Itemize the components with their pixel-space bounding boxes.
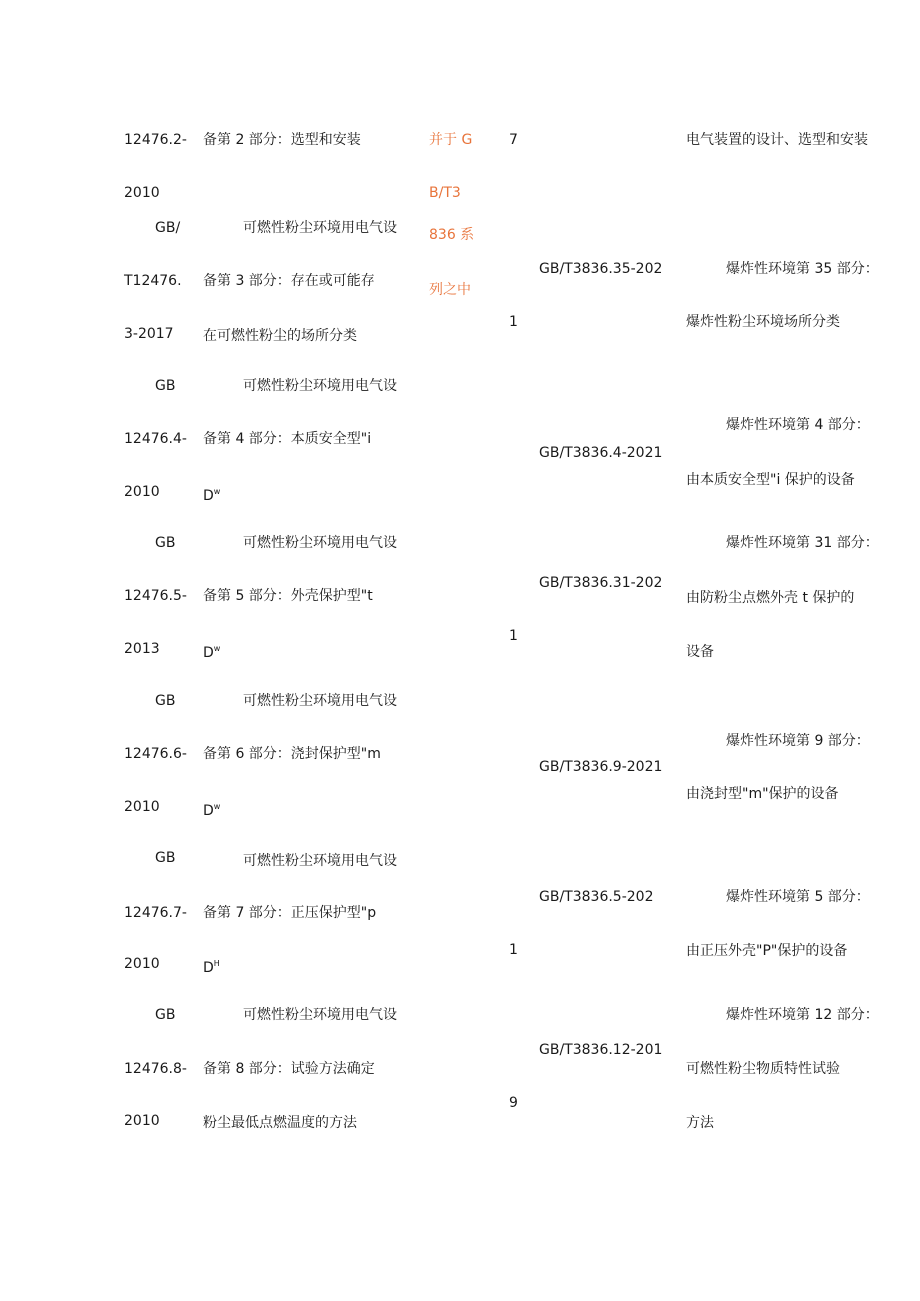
new-std-title: 爆炸性粉尘环境场所分类 (686, 314, 840, 330)
new-std-title: 爆炸性环境第 9 部分： (726, 733, 870, 749)
new-std-number: GB/T3836.12-201 (539, 1042, 663, 1058)
std-number-line: GB (155, 850, 176, 866)
std-title-line: 可燃性粉尘环境用电气设 (243, 220, 397, 236)
new-std-title: 由浇封型"m"保护的设备 (686, 786, 839, 802)
new-std-title: 方法 (686, 1115, 714, 1131)
new-std-title: 由正压外壳"P"保护的设备 (686, 943, 848, 959)
std-title-line: 可燃性粉尘环境用电气设 (243, 853, 397, 869)
wrap-digit: 9 (509, 1095, 518, 1111)
new-std-title: 爆炸性环境第 12 部分： (726, 1007, 879, 1023)
std-number-line: GB (155, 1007, 176, 1023)
protection-mark: $D^w$ (203, 644, 221, 661)
std-title-line: 备第 5 部分：外壳保护型"t (203, 588, 373, 604)
std-number-line: 12476.5- (124, 588, 187, 604)
std-title-line: 备第 8 部分：试验方法确定 (203, 1061, 375, 1077)
std-number-line: 2010 (124, 799, 160, 815)
std-number-line: GB/ (155, 220, 181, 236)
new-std-number: GB/T3836.5-202 (539, 889, 654, 905)
std-number-line: GB (155, 535, 176, 551)
std-number-line: 12476.8- (124, 1061, 187, 1077)
new-std-title: 爆炸性环境第 5 部分： (726, 889, 870, 905)
wrap-digit: 7 (509, 132, 518, 148)
protection-mark: $D^w$ (203, 487, 221, 504)
std-title-line: 在可燃性粉尘的场所分类 (203, 328, 357, 344)
new-std-number: GB/T3836.31-202 (539, 575, 663, 591)
new-std-title: 由本质安全型"i 保护的设备 (686, 472, 855, 488)
note-line: 836 系 (429, 227, 475, 243)
new-std-title: 爆炸性环境第 4 部分： (726, 417, 870, 433)
std-title-line: 备第 4 部分：本质安全型"i (203, 431, 372, 447)
std-title-line: 可燃性粉尘环境用电气设 (243, 535, 397, 551)
std-number-line: 2010 (124, 956, 160, 972)
std-title-line: 备第 6 部分：浇封保护型"m (203, 746, 381, 762)
std-title-line: 备第 7 部分：正压保护型"p (203, 905, 377, 921)
std-title-line: 备第 3 部分：存在或可能存 (203, 273, 375, 289)
wrap-digit: 1 (509, 314, 518, 330)
wrap-digit: 1 (509, 628, 518, 644)
new-std-title: 爆炸性环境第 35 部分： (726, 261, 879, 277)
new-std-title: 由防粉尘点燃外壳 t 保护的 (686, 590, 855, 606)
std-number-line: 2010 (124, 185, 160, 201)
protection-mark: $D^w$ (203, 802, 221, 819)
std-number-line: GB (155, 378, 176, 394)
new-std-title: 电气装置的设计、选型和安装 (686, 132, 868, 148)
new-std-number: GB/T3836.4-2021 (539, 445, 663, 461)
std-number-line: T12476. (124, 273, 182, 289)
new-std-title: 可燃性粉尘物质特性试验 (686, 1061, 840, 1077)
note-line: B/T3 (429, 185, 461, 201)
std-title-line: 粉尘最低点燃温度的方法 (203, 1115, 357, 1131)
new-std-number: GB/T3836.35-202 (539, 261, 663, 277)
std-number-line: 12476.4- (124, 431, 187, 447)
note-line: 列之中 (429, 282, 471, 298)
std-number-line: 3-2017 (124, 326, 174, 342)
new-std-title: 设备 (686, 644, 714, 660)
new-std-title: 爆炸性环境第 31 部分： (726, 535, 879, 551)
std-title-line: 可燃性粉尘环境用电气设 (243, 693, 397, 709)
std-number-line: 12476.6- (124, 746, 187, 762)
std-title-line: 可燃性粉尘环境用电气设 (243, 378, 397, 394)
std-number-line: 2013 (124, 641, 160, 657)
wrap-digit: 1 (509, 942, 518, 958)
std-number-line: GB (155, 693, 176, 709)
note-line: 并于 G (429, 132, 473, 148)
new-std-number: GB/T3836.9-2021 (539, 759, 663, 775)
std-number-line: 2010 (124, 484, 160, 500)
std-title-line: 可燃性粉尘环境用电气设 (243, 1007, 397, 1023)
std-title-line: 备第 2 部分：选型和安装 (203, 132, 361, 148)
std-number-line: 12476.2- (124, 132, 187, 148)
std-number-line: 12476.7- (124, 905, 187, 921)
protection-mark: $D^H$ (203, 959, 220, 976)
std-number-line: 2010 (124, 1113, 160, 1129)
